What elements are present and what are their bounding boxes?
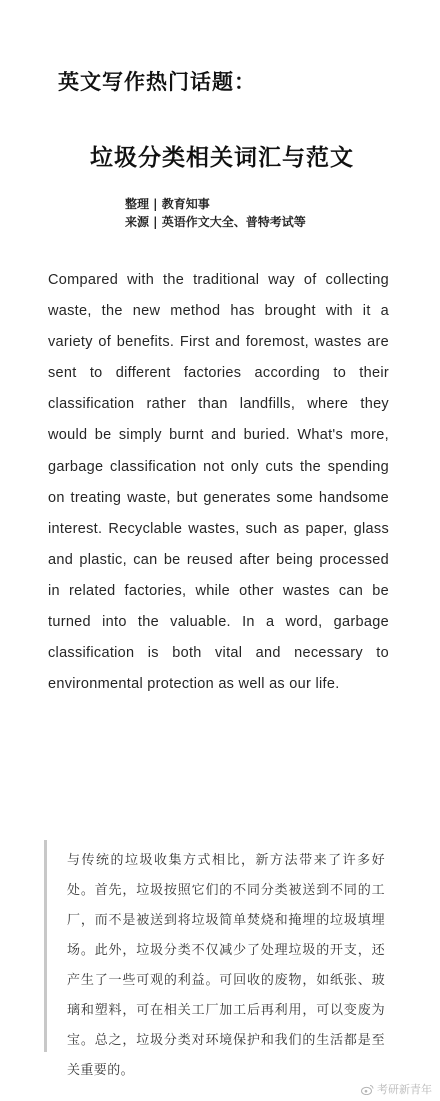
chinese-translation-block <box>44 840 393 1078</box>
watermark-text: 考研新青年 <box>377 1083 432 1096</box>
organizer-line: 整理 | 教育知事 <box>125 197 210 211</box>
chinese-paragraph: 与传统的垃圾收集方式相比，新方法带来了许多好处。首先，垃圾按照它们的不同分类被送到不同的工厂，而不是被送到将垃圾简单焚烧和掩埋的垃圾填埋场。此外，垃圾分类不仅减少了处理垃圾的开支，还产生了一些可观的利益。可回收的废物，如纸张、玻璃和塑料，可在相关工厂加工后再利用，可以变废为宝。总之，垃圾分类对环境保护和我们的生活都是至关重要的。 <box>67 853 385 1078</box>
watermark <box>361 1081 432 1097</box>
english-paragraph: Compared with the traditional way of collecting waste, the new method has brought with it a variety of benefits. First and foremost, wastes are sent to different factories according to their classification rather than landfills, where they would be simply burnt and buried. What's more, garbage classification not only cuts the spending on treating waste, but generates some handsome interest. Recyclable wastes, such as paper, glass and plastic, can be reused after being processed in related factories, while other wastes can be turned into the valuable. In a word, garbage classification is both vital and necessary to environmental protection as well as our life. <box>48 272 389 693</box>
page-title: 英文写作热门话题： <box>58 70 256 94</box>
page-subtitle: 垃圾分类相关词汇与范文 <box>90 145 354 171</box>
source-line: 来源 | 英语作文大全、普特考试等 <box>125 215 306 229</box>
weibo-icon <box>361 1084 374 1095</box>
